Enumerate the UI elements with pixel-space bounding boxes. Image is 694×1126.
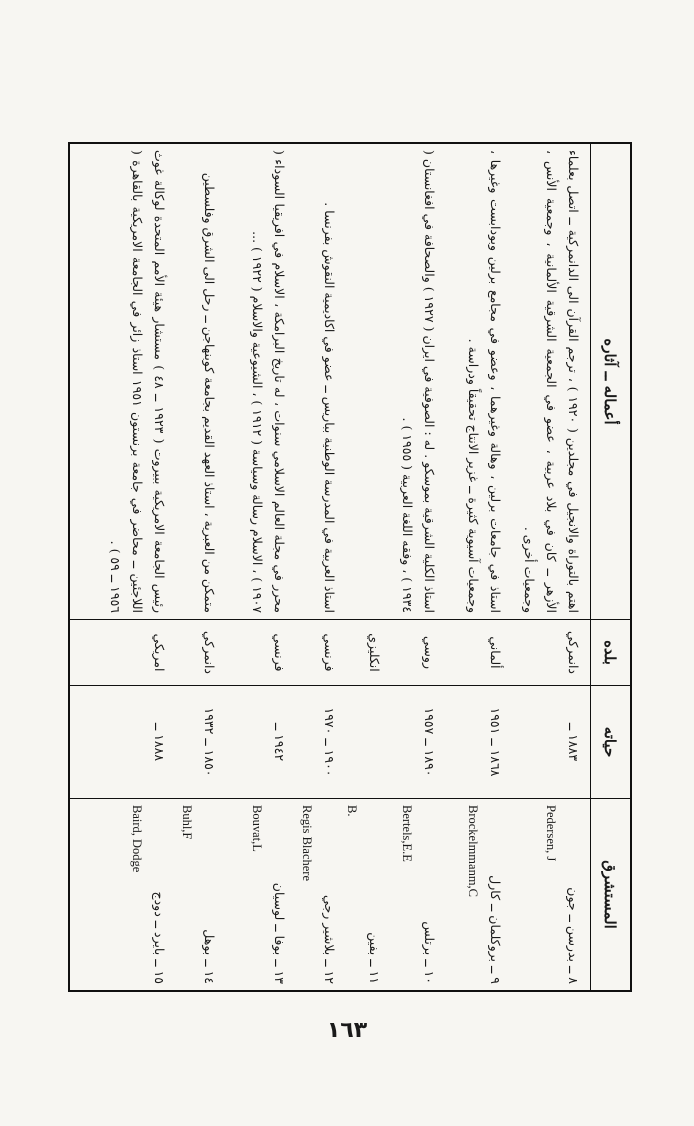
table-region (68, 142, 632, 992)
life-column (70, 685, 630, 798)
orientalist-header: المستشرق (590, 799, 630, 990)
works-cell: استاذ في جامعات برلين ، وهالة وغيرهما ، وعضو في مجامع برلين وبودابست وغيرها ، وجمعيات آسيوية كثيرة ــ غزير الانتاج تحقيقاً ودراسة . (466, 150, 503, 613)
works-header: أعماله ــ آثاره (590, 144, 630, 619)
orientalist-cell (462, 799, 506, 990)
orientalist-name-latin: Regis Blachere (300, 805, 314, 882)
orientalist-cell (246, 799, 290, 990)
orientalist-name-ar: ١٤ ــ بوهل (202, 929, 217, 984)
works-cell: محرر في مجلة العالم الاسلامي سنوات ، له تاريخ البرامكة ، الاسلام في افريقيا السوداء ( ١٩٠٧ ) ، الاسلام رسالة وسياسة ( ١٩١٢ ) ، الشيوعية والاسلام ( ١٩٢٢ ) ... (250, 150, 287, 613)
works-cell: استاذ الكلية الشرقية بموسكو . له : الصوفية في ايران ( ١٩٢٧ ) والصحافة في افغانستان ( ١٩٣٤ ) ، وفقه اللغة العربية ( ١٩٥٥ ) . (400, 150, 437, 614)
orientalist-name-latin: B. (345, 805, 359, 817)
works-cell: استاذ العربية في المدرسة الوطنية بباريس ــ عضو في اكاديمية النقوش بفرنسا . (322, 202, 337, 613)
orientalist-name-latin: Bouvat,L (250, 805, 264, 852)
nationality-cell: فرنسي (322, 633, 337, 672)
life-cell: ١٩٤٢ ــ (272, 722, 287, 762)
orientalist-cell (341, 799, 385, 990)
orientalist-name-ar: ١٠ ــ برتلس (422, 921, 437, 984)
nationality-header: بلده (590, 620, 630, 685)
orientalist-cell (540, 799, 584, 990)
orientalist-column (70, 798, 630, 990)
life-cell: ١٨٨٣ ــ (566, 722, 581, 762)
orientalist-name-latin: Baird, Dodge (130, 805, 144, 873)
orientalist-cell (176, 799, 220, 990)
orientalist-name-latin: Buhl,F (180, 805, 194, 840)
orientalist-name-ar: ١٣ ــ بوفا ــ لوسيان (272, 882, 287, 984)
works-cell: متمكن من العبرية ، استاذ العهد القديم بجامعة كوبنهاجن ــ رحل الى الشرق وفلسطين (202, 172, 217, 613)
orientalist-name-ar: ١٢ ــ بلاشير رجي (322, 895, 337, 984)
orientalist-cell (396, 799, 440, 990)
orientalist-cell (296, 799, 340, 990)
life-cell: ١٨٨٨ ــ (152, 722, 167, 762)
nationality-cell: انكليزي (367, 633, 382, 672)
life-cell: ١٨٩٠ ــ ١٩٥٧ (422, 707, 437, 777)
works-cell: رئيس الجامعة الامريكية ببيروت ( ١٩٢٣ ــ ٤٨ ) مستشار هيئة الأمم المتحدة لوكالة غوث اللاجئين ــ محاضر في جامعة برنستون ١٩٥١ استاذ زائر في الجامعة الامريكية بالقاهرة ( ١٩٥٦ ــ ٥٩ ) . (108, 150, 167, 613)
nationality-cell: امريكي (152, 633, 167, 672)
orientalist-name-ar: ١٥ ــ بايرد ــ دودج (152, 891, 167, 984)
nationality-cell: دانمركي (566, 630, 581, 674)
works-column (70, 144, 630, 619)
works-cell: اهتم بالتوراة والانجيل في مجلدين ( ١٩٢٠ ) ، ترجم القرآن الى الدانمركية ــ اتصل بعلماء الأزهر ــ كان في بلاد عربية ، عضو في الجمعية الشرقية الألمانية ، وجمعية الأنس ، وجمعيات أخرى . (522, 150, 581, 613)
life-cell: ١٨٦٨ ــ ١٩٥١ (488, 707, 503, 777)
nationality-cell: روسي (422, 636, 437, 669)
life-cell: ١٨٥٠ ــ ١٩٣٢ (202, 707, 217, 777)
nationality-cell: فرنسي (272, 633, 287, 672)
life-header: حياته (590, 686, 630, 798)
orientalist-name-ar: ٨ ــ بدرسن ــ جون (566, 887, 581, 984)
orientalist-cell (126, 799, 170, 990)
orientalist-name-ar: ١١ ــ بفين (367, 932, 382, 984)
nationality-cell: دانمركي (202, 630, 217, 674)
orientalist-name-latin: Pedersen, J (544, 805, 558, 862)
orientalist-name-ar: ٩ ــ بروكلمان ــ كارل (488, 875, 503, 984)
orientalists-table (68, 142, 632, 992)
page-number: ١٦٣ (326, 1018, 368, 1043)
orientalist-name-latin: Brockelmmanm,C (466, 805, 480, 897)
life-cell: ١٩٠٠ ــ ١٩٧٠ (322, 707, 337, 777)
orientalist-name-latin: Bertels,E.E (400, 805, 414, 862)
nationality-cell: ألماني (488, 636, 503, 669)
nationality-column (70, 619, 630, 685)
